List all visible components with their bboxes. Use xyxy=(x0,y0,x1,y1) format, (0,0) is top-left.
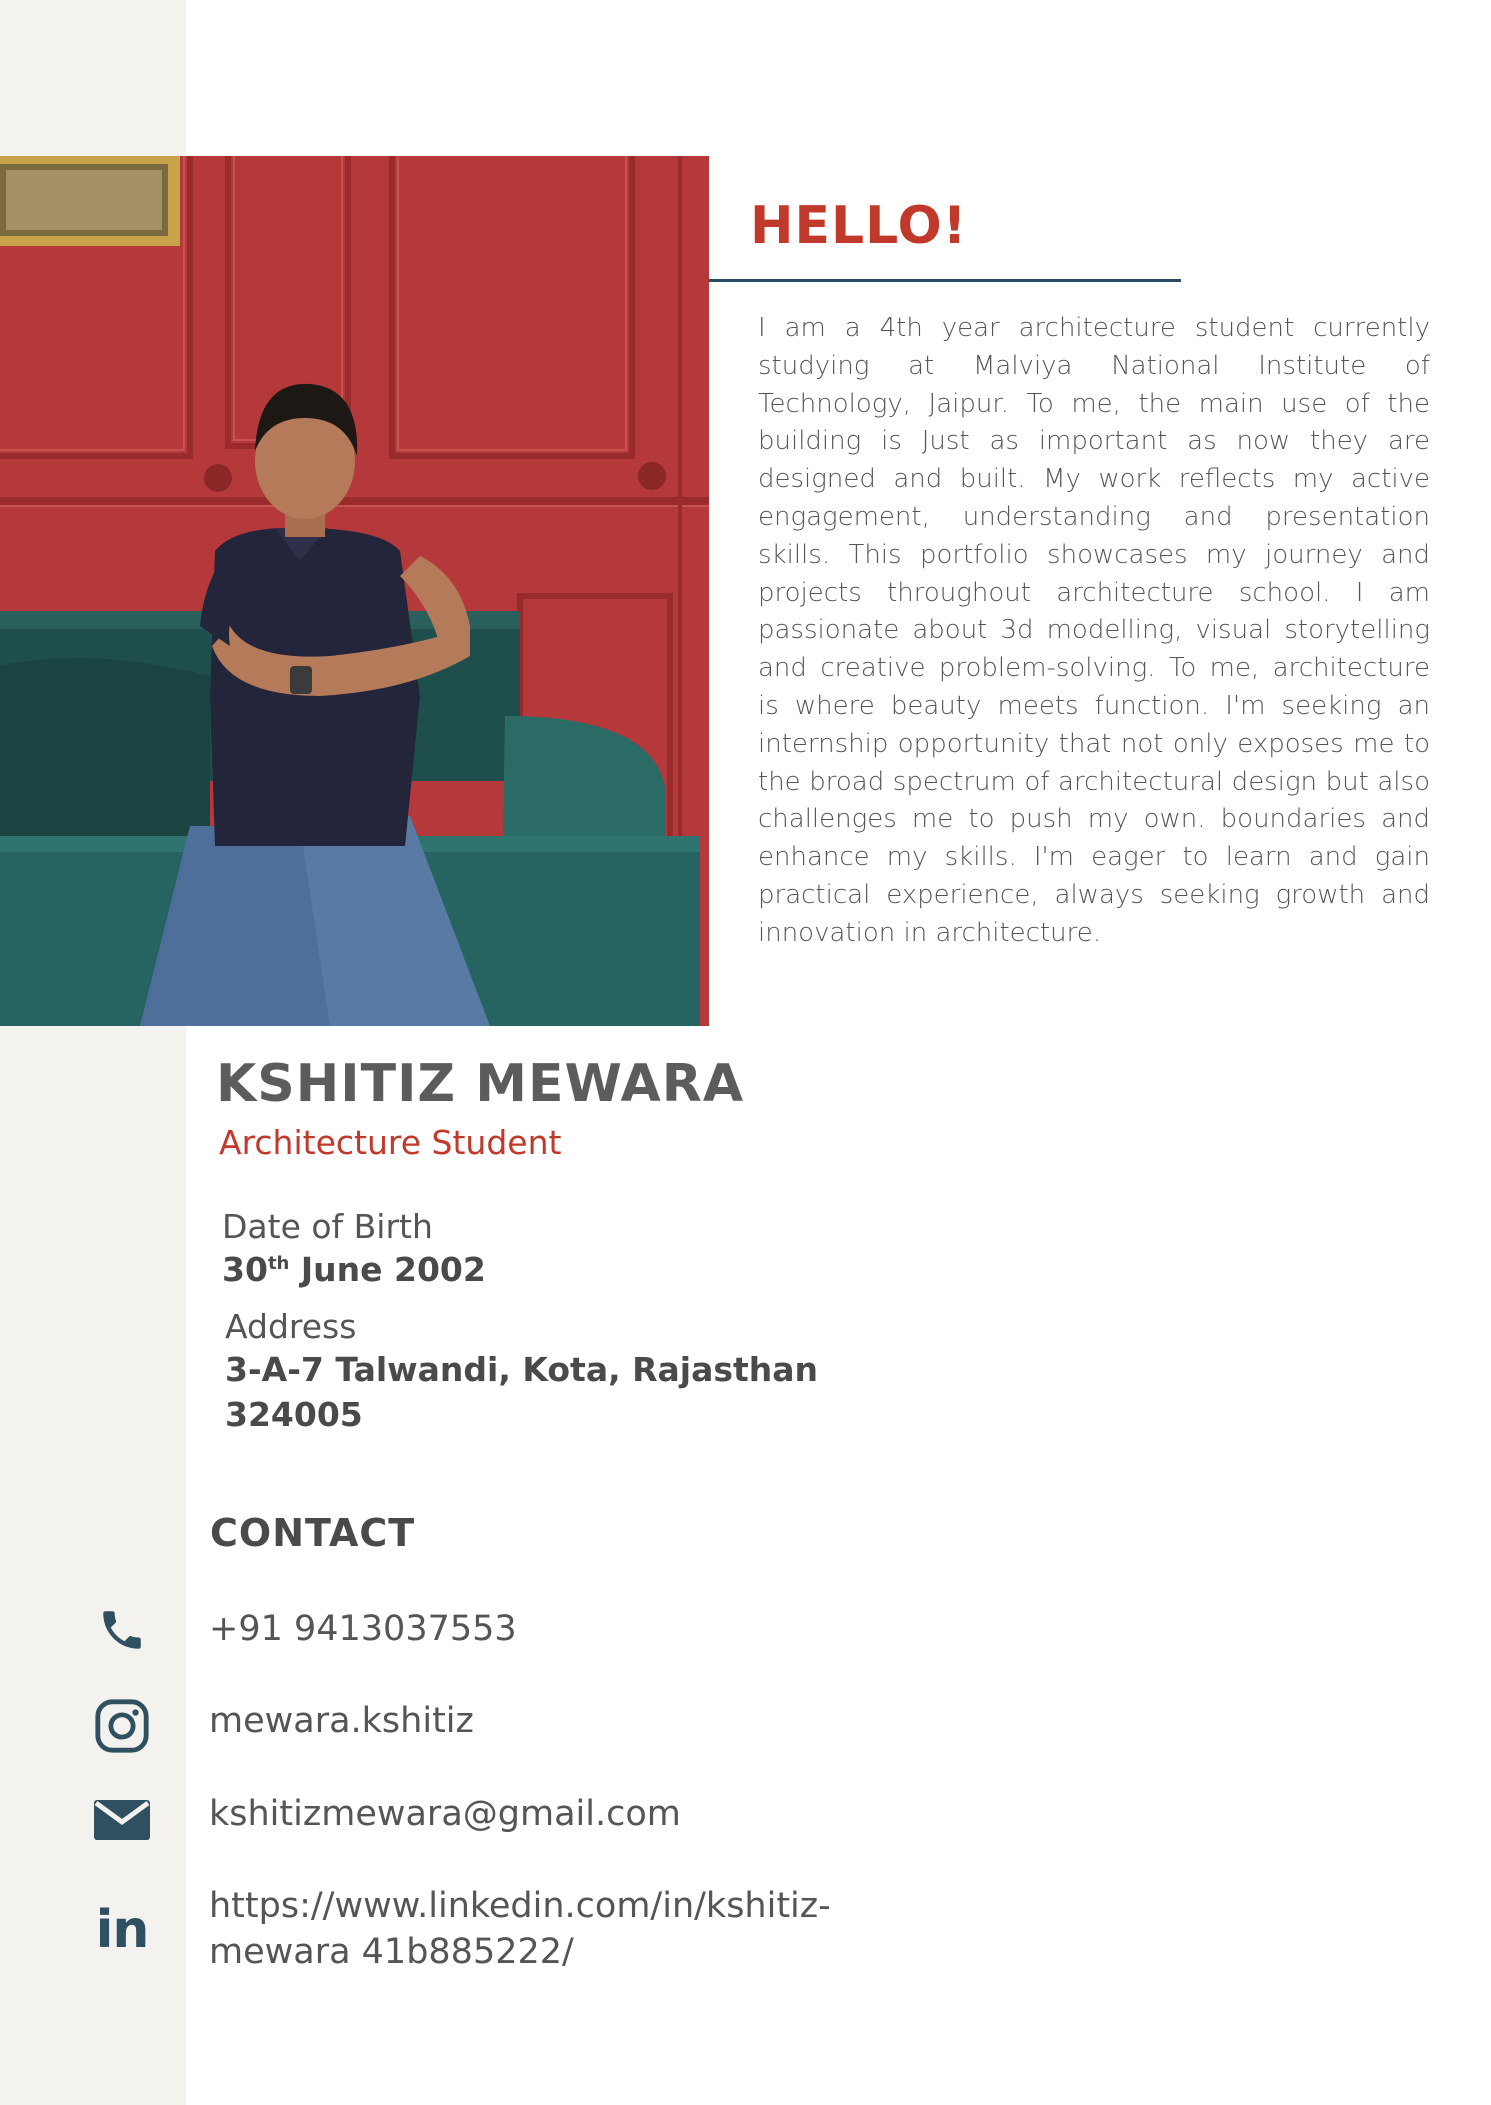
dob-label: Date of Birth xyxy=(222,1207,433,1246)
linkedin-icon: in xyxy=(95,1900,149,1960)
address-value xyxy=(225,1348,818,1437)
contact-linkedin[interactable]: https://www.linkedin.com/in/kshitiz-mewara 41b885222/ xyxy=(209,1886,831,1972)
address-line-2: 324005 xyxy=(225,1394,363,1434)
bio-paragraph: I am a 4th year architecture student currently studying at Malviya National Institute of Technology, Jaipur. To me, the main use of the building is Just as important as now they are designed and built. My work reflects my active engagement, understanding and presentation skills. This portfolio showcases my journey and projects throughout architecture school. I am passionate about 3d modelling, visual storytelling and creative problem-solving. To me, architecture is where beauty meets function. I'm seeking an internship opportunity that not only exposes me to the broad spectrum of architectural design but also challenges me to push my own. boundaries and enhance my skills. I'm eager to learn and gain practical experience, always seeking growth and innovation in architecture. xyxy=(758,313,1430,948)
dob-rest: June 2002 xyxy=(289,1250,486,1289)
phone-icon xyxy=(92,1600,152,1660)
contact-instagram[interactable]: mewara.kshitiz xyxy=(209,1701,474,1741)
instagram-icon xyxy=(92,1696,152,1756)
profile-photo xyxy=(0,156,709,1026)
address-label: Address xyxy=(225,1307,357,1346)
address-line-1: 3-A-7 Talwandi, Kota, Rajasthan xyxy=(225,1350,819,1389)
hello-heading: HELLO! xyxy=(750,196,968,256)
dob-suffix: th xyxy=(267,1253,290,1274)
hello-divider xyxy=(709,279,1181,282)
contact-heading: CONTACT xyxy=(210,1511,416,1555)
profile-name: KSHITIZ MEWARA xyxy=(216,1054,745,1114)
contact-email[interactable]: kshitizmewara@gmail.com xyxy=(209,1794,681,1834)
profile-role: Architecture Student xyxy=(219,1123,562,1162)
contact-phone[interactable]: +91 9413037553 xyxy=(209,1609,517,1649)
email-icon xyxy=(92,1790,152,1850)
dob-day: 30 xyxy=(222,1250,268,1289)
dob-value xyxy=(222,1248,486,1293)
